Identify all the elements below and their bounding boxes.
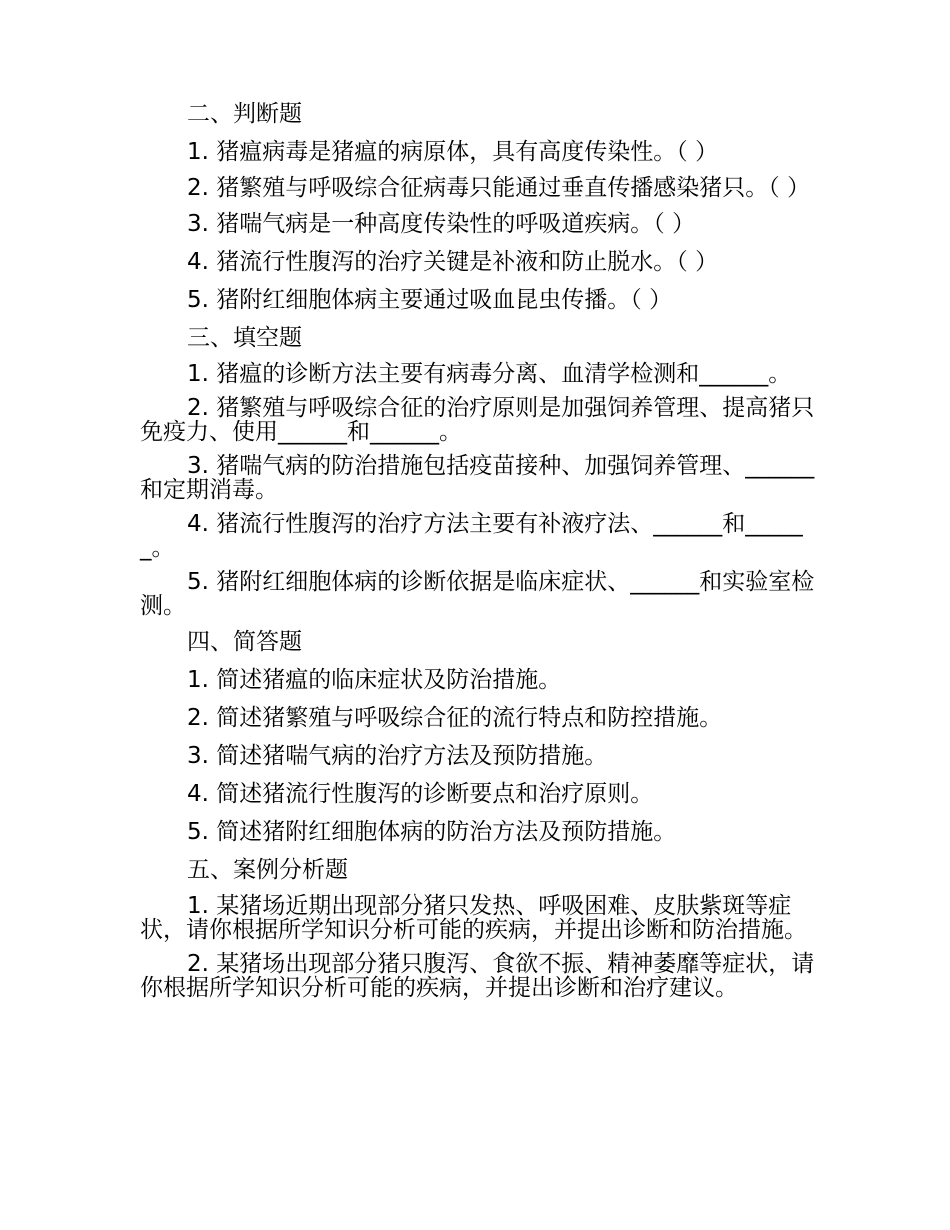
judgement-item: 1. 猪瘟病毒是猪瘟的病原体，具有高度传染性。（ ） [187, 139, 719, 165]
section-heading-fill-blank: 三、填空题 [187, 325, 302, 351]
short-answer-item: 2. 简述猪繁殖与呼吸综合征的流行特点和防控措施。 [187, 705, 723, 731]
short-answer-item: 5. 简述猪附红细胞体病的防治方法及预防措施。 [187, 819, 677, 845]
section-heading-case-analysis: 五、案例分析题 [187, 857, 348, 883]
fill-blank-item: 4. 猪流行性腹泻的治疗方法主要有补液疗法、______和______。 [140, 511, 803, 561]
fill-blank-item: 2. 猪繁殖与呼吸综合征的治疗原则是加强饲养管理、提高猪只免疫力、使用______和______。 [140, 395, 815, 445]
section-heading-short-answer: 四、简答题 [187, 629, 302, 655]
fill-blank-item: 1. 猪瘟的诊断方法主要有病毒分离、血清学检测和______。 [187, 361, 792, 387]
judgement-item: 5. 猪附红细胞体病主要通过吸血昆虫传播。（ ） [187, 287, 673, 313]
short-answer-item: 4. 简述猪流行性腹泻的诊断要点和治疗原则。 [187, 781, 654, 807]
case-analysis-item: 2. 某猪场出现部分猪只腹泻、食欲不振、精神萎靡等症状，请你根据所学知识分析可能的疾病，并提出诊断和治疗建议。 [140, 951, 815, 1001]
judgement-item: 4. 猪流行性腹泻的治疗关键是补液和防止脱水。（ ） [187, 249, 719, 275]
document-page [140, 100, 815, 1010]
judgement-item: 2. 猪繁殖与呼吸综合征病毒只能通过垂直传播感染猪只。（ ） [187, 175, 811, 201]
fill-blank-item: 3. 猪喘气病的防治措施包括疫苗接种、加强饲养管理、______和定期消毒。 [140, 453, 815, 503]
case-analysis-item: 1. 某猪场近期出现部分猪只发热、呼吸困难、皮肤紫斑等症状，请你根据所学知识分析可能的疾病，并提出诊断和防治措施。 [140, 893, 807, 943]
fill-blank-item: 5. 猪附红细胞体病的诊断依据是临床症状、______和实验室检测。 [140, 569, 815, 619]
short-answer-item: 3. 简述猪喘气病的治疗方法及预防措施。 [187, 743, 608, 769]
section-heading-judgement: 二、判断题 [187, 101, 302, 127]
short-answer-item: 1. 简述猪瘟的临床症状及防治措施。 [187, 667, 562, 693]
judgement-item: 3. 猪喘气病是一种高度传染性的呼吸道疾病。（ ） [187, 211, 696, 237]
